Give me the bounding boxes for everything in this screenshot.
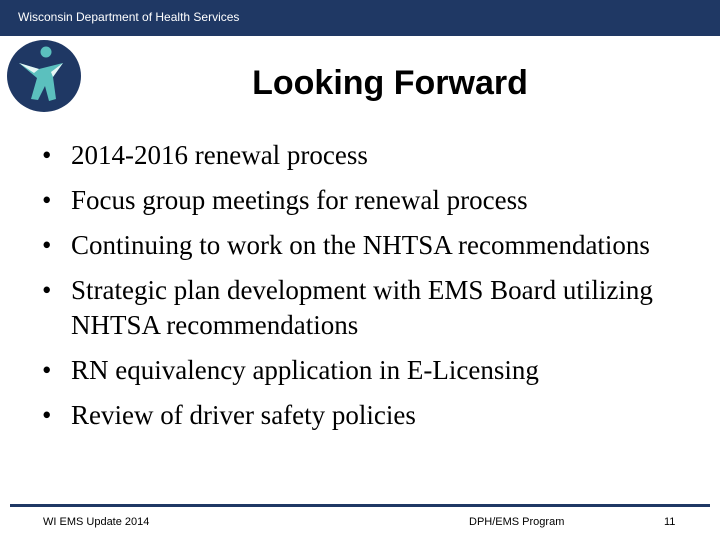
bullet-item <box>42 273 682 343</box>
bullet-text: RN equivalency application in E-Licensing <box>71 355 539 385</box>
bullet-text: 2014-2016 renewal process <box>71 140 368 170</box>
page-number: 11 <box>664 516 676 528</box>
bullet-dot: • <box>42 185 52 215</box>
bullet-item <box>42 138 682 173</box>
bullet-text: Continuing to work on the NHTSA recommendations <box>71 230 650 260</box>
bullet-item <box>42 228 682 263</box>
bullet-dot: • <box>42 275 52 305</box>
dhs-logo-icon <box>5 39 83 113</box>
footer-divider <box>10 504 710 507</box>
bullet-text: Strategic plan development with EMS Board utilizing NHTSA recommendations <box>71 275 653 340</box>
bullet-item <box>42 398 682 433</box>
bullet-text: Review of driver safety policies <box>71 400 416 430</box>
slide-title: Looking Forward <box>252 64 528 102</box>
bullet-item <box>42 353 682 388</box>
header-bar <box>0 0 720 36</box>
footer-program-name: DPH/EMS Program <box>469 516 565 528</box>
org-name: Wisconsin Department of Health Services <box>18 10 240 24</box>
bullet-dot: • <box>42 355 52 385</box>
bullet-item <box>42 183 682 218</box>
bullet-dot: • <box>42 400 52 430</box>
footer-presentation-name: WI EMS Update 2014 <box>43 516 150 528</box>
bullet-list <box>42 138 682 443</box>
bullet-dot: • <box>42 140 52 170</box>
bullet-text: Focus group meetings for renewal process <box>71 185 528 215</box>
bullet-dot: • <box>42 230 52 260</box>
